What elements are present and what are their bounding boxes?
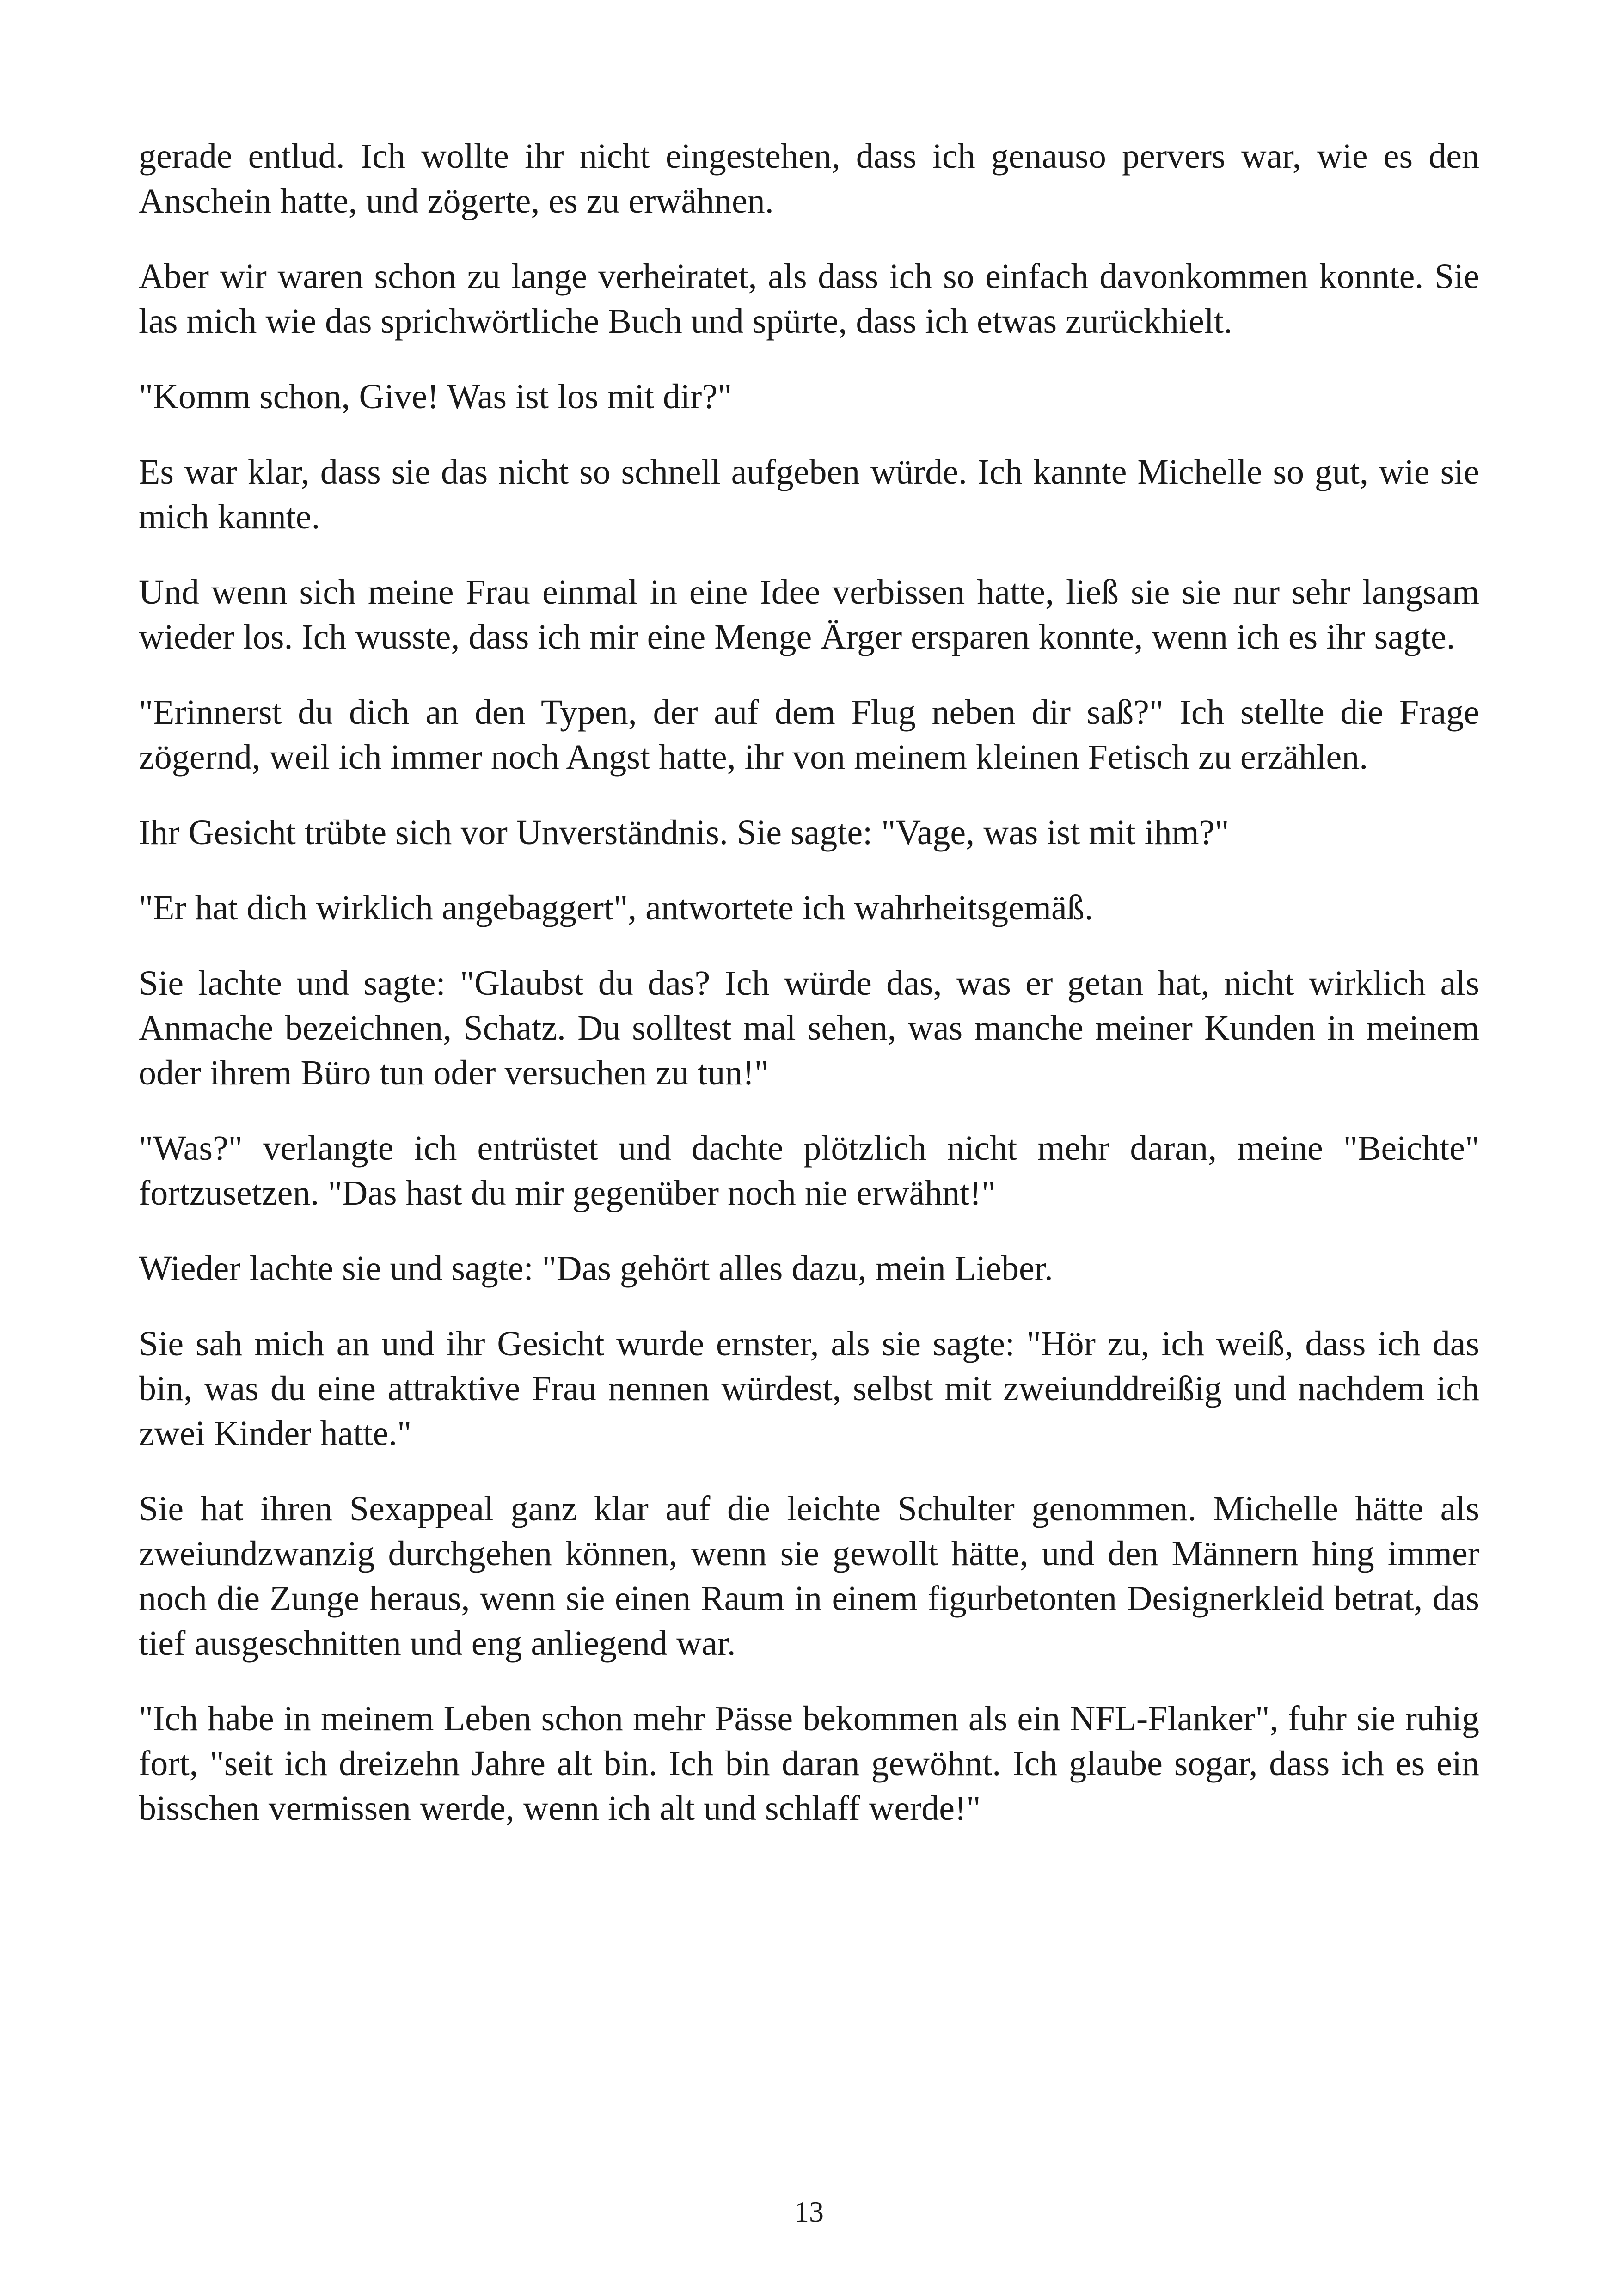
page-number: 13 xyxy=(794,2195,824,2228)
paragraph: "Ich habe in meinem Leben schon mehr Pässe bekommen als ein NFL-Flanker", fuhr sie ruhig fort, "seit ich dreizehn Jahre alt bin. Ich bin daran gewöhnt. Ich glaube sogar, dass ich es ein bisschen vermissen werde, wenn ich alt und schlaff werde!" xyxy=(139,1699,1479,1828)
paragraph: "Was?" verlangte ich entrüstet und dachte plötzlich nicht mehr daran, meine "Beichte" fortzusetzen. "Das hast du mir gegenüber noch nie erwähnt!" xyxy=(139,1129,1479,1212)
paragraph: Wieder lachte sie und sagte: "Das gehört alles dazu, mein Lieber. xyxy=(139,1249,1053,1288)
paragraph: Sie lachte und sagte: "Glaubst du das? Ich würde das, was er getan hat, nicht wirklich als Anmache bezeichnen, Schatz. Du solltest mal sehen, was manche meiner Kunden in meinem oder ihrem Büro tun oder versuchen zu tun!" xyxy=(139,964,1479,1092)
paragraph: Aber wir waren schon zu lange verheiratet, als dass ich so einfach davonkommen konnte. Sie las mich wie das sprichwörtliche Buch und spürte, dass ich etwas zurückhielt. xyxy=(139,257,1479,341)
body-text xyxy=(139,134,1479,1861)
paragraph: Und wenn sich meine Frau einmal in eine Idee verbissen hatte, ließ sie sie nur sehr langsam wieder los. Ich wusste, dass ich mir eine Menge Ärger ersparen konnte, wenn ich es ihr sagte. xyxy=(139,573,1479,656)
paragraph: "Er hat dich wirklich angebaggert", antwortete ich wahrheitsgemäß. xyxy=(139,888,1093,927)
paragraph: Sie hat ihren Sexappeal ganz klar auf die leichte Schulter genommen. Michelle hätte als zweiundzwanzig durchgehen können, wenn sie gewollt hätte, und den Männern hing immer noch die Zunge heraus, wenn sie einen Raum in einem figurbetonten Designerkleid betrat, das tief ausgeschnitten und eng anliegend war. xyxy=(139,1489,1479,1663)
paragraph: "Komm schon, Give! Was ist los mit dir?" xyxy=(139,377,732,416)
paragraph: Sie sah mich an und ihr Gesicht wurde ernster, als sie sagte: "Hör zu, ich weiß, dass ich das bin, was du eine attraktive Frau nennen würdest, selbst mit zweiunddreißig und nachdem ich zwei Kinder hatte." xyxy=(139,1324,1479,1453)
paragraph: Es war klar, dass sie das nicht so schnell aufgeben würde. Ich kannte Michelle so gut, wie sie mich kannte. xyxy=(139,453,1479,536)
paragraph: gerade entlud. Ich wollte ihr nicht eingestehen, dass ich genauso pervers war, wie es den Anschein hatte, und zögerte, es zu erwähnen. xyxy=(139,137,1479,220)
paragraph: "Erinnerst du dich an den Typen, der auf dem Flug neben dir saß?" Ich stellte die Frage zögernd, weil ich immer noch Angst hatte, ihr von meinem kleinen Fetisch zu erzählen. xyxy=(139,693,1479,777)
paragraph: Ihr Gesicht trübte sich vor Unverständnis. Sie sagte: "Vage, was ist mit ihm?" xyxy=(139,813,1229,852)
